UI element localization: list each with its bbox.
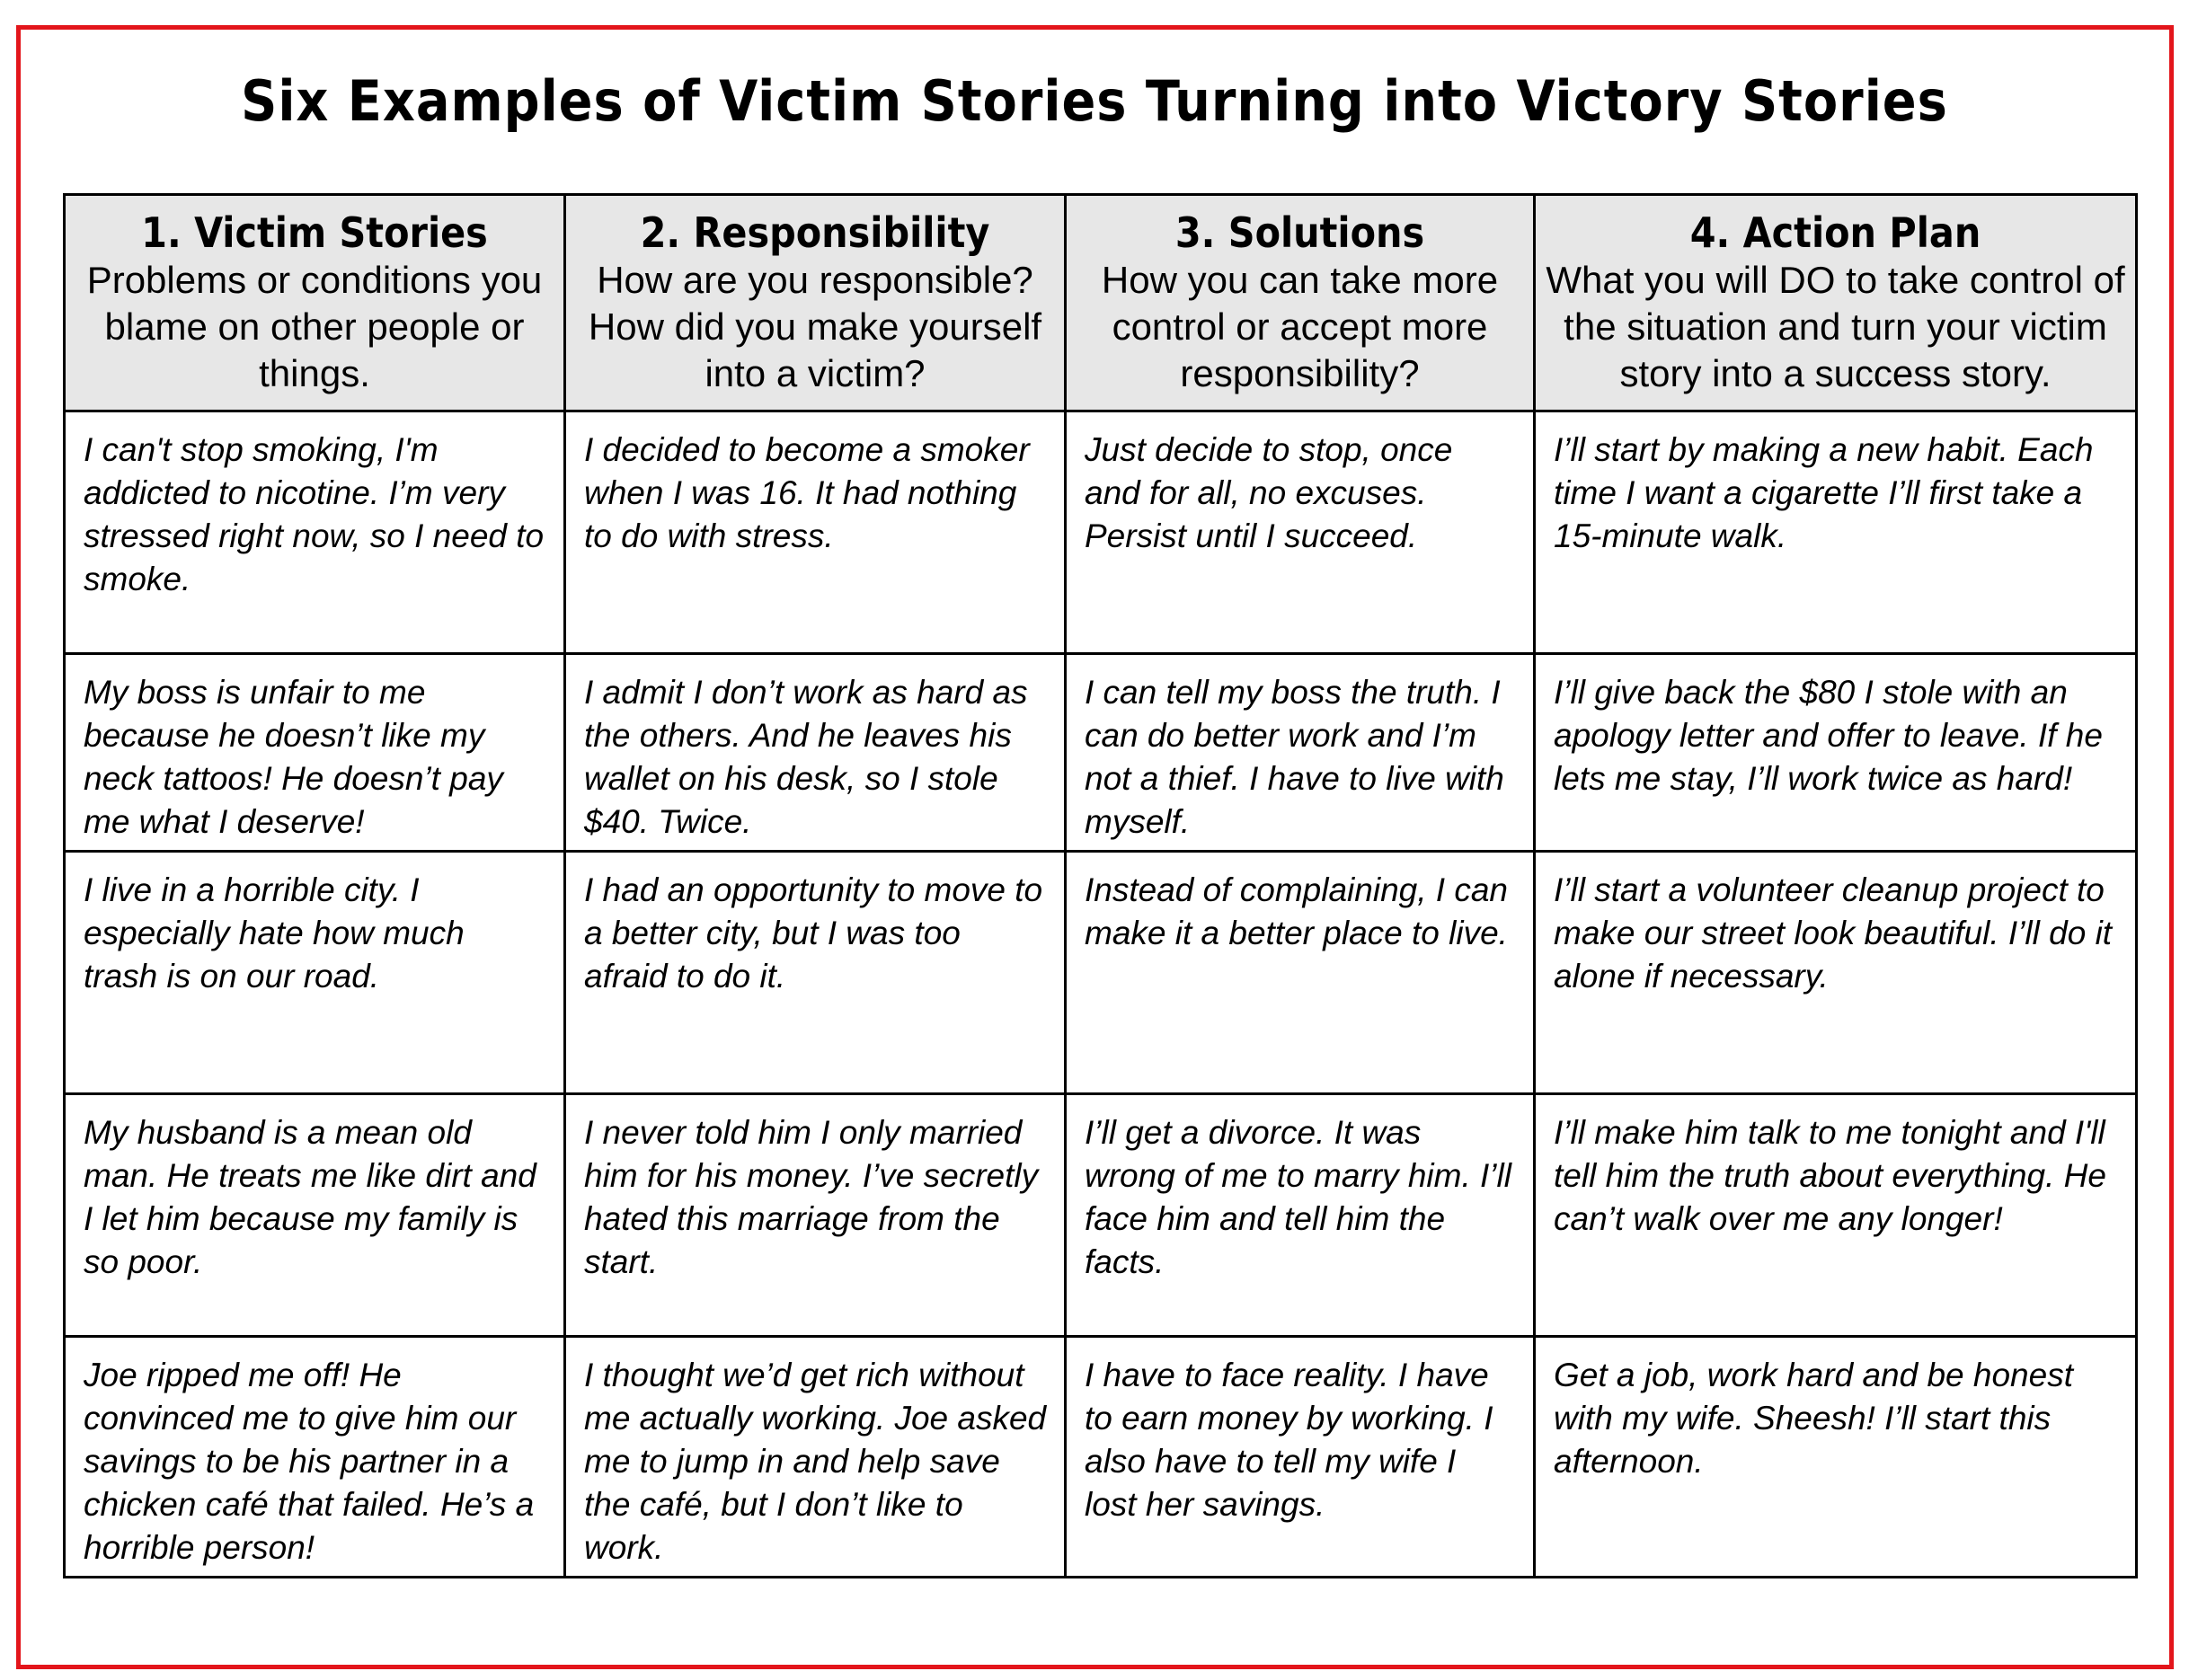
victim-story-cell: My boss is unfair to me because he doesn’t like my neck tattoos! He doesn’t pay me what I deserve!: [65, 654, 565, 852]
column-subtitle: How you can take more control or accept more responsibility?: [1101, 259, 1499, 394]
header-action-plan: [1535, 195, 2137, 411]
table-row: [65, 411, 2137, 654]
header-row: [65, 195, 2137, 411]
table-row: [65, 1094, 2137, 1337]
victim-story-cell: I can't stop smoking, I'm addicted to nicotine. I’m very stressed right now, so I need to smoke.: [65, 411, 565, 654]
column-subtitle: Problems or conditions you blame on other people or things.: [86, 259, 543, 394]
action-plan-cell: I’ll make him talk to me tonight and I'll tell him the truth about everything. He can’t walk over me any longer!: [1535, 1094, 2137, 1337]
solution-cell: I can tell my boss the truth. I can do better work and I’m not a thief. I have to live with myself.: [1066, 654, 1535, 852]
stories-table: [63, 193, 2138, 1578]
responsibility-cell: I had an opportunity to move to a better city, but I was too afraid to do it.: [565, 852, 1066, 1094]
table-row: [65, 1337, 2137, 1578]
responsibility-cell: I decided to become a smoker when I was 16. It had nothing to do with stress.: [565, 411, 1066, 654]
column-title: 4. Action Plan: [1689, 208, 1981, 257]
column-subtitle: How are you responsible? How did you make yourself into a victim?: [588, 259, 1042, 394]
solution-cell: Just decide to stop, once and for all, no excuses. Persist until I succeed.: [1066, 411, 1535, 654]
action-plan-cell: I’ll start by making a new habit. Each time I want a cigarette I’ll first take a 15-minute walk.: [1535, 411, 2137, 654]
victim-story-cell: I live in a horrible city. I especially hate how much trash is on our road.: [65, 852, 565, 1094]
table-row: [65, 852, 2137, 1094]
header-solutions: [1066, 195, 1535, 411]
victim-story-cell: Joe ripped me off! He convinced me to give him our savings to be his partner in a chicken café that failed. He’s a horrible person!: [65, 1337, 565, 1578]
solution-cell: Instead of complaining, I can make it a better place to live.: [1066, 852, 1535, 1094]
victim-story-cell: My husband is a mean old man. He treats me like dirt and I let him because my family is so poor.: [65, 1094, 565, 1337]
page-title: Six Examples of Victim Stories Turning into Victory Stories: [241, 68, 1948, 134]
action-plan-cell: I’ll start a volunteer cleanup project to make our street look beautiful. I’ll do it alone if necessary.: [1535, 852, 2137, 1094]
responsibility-cell: I thought we’d get rich without me actually working. Joe asked me to jump in and help save the café, but I don’t like to work.: [565, 1337, 1066, 1578]
column-subtitle: What you will DO to take control of the situation and turn your victim story into a success story.: [1546, 259, 2125, 394]
solution-cell: I’ll get a divorce. It was wrong of me to marry him. I’ll face him and tell him the facts.: [1066, 1094, 1535, 1337]
responsibility-cell: I never told him I only married him for his money. I’ve secretly hated this marriage from the start.: [565, 1094, 1066, 1337]
header-victim-stories: [65, 195, 565, 411]
table-row: [65, 654, 2137, 852]
responsibility-cell: I admit I don’t work as hard as the others. And he leaves his wallet on his desk, so I stole $40. Twice.: [565, 654, 1066, 852]
action-plan-cell: Get a job, work hard and be honest with my wife. Sheesh! I’ll start this afternoon.: [1535, 1337, 2137, 1578]
solution-cell: I have to face reality. I have to earn money by working. I also have to tell my wife I lost her savings.: [1066, 1337, 1535, 1578]
column-title: 2. Responsibility: [640, 208, 990, 257]
column-title: 1. Victim Stories: [141, 208, 488, 257]
action-plan-cell: I’ll give back the $80 I stole with an apology letter and offer to leave. If he lets me stay, I’ll work twice as hard!: [1535, 654, 2137, 852]
column-title: 3. Solutions: [1174, 208, 1425, 257]
header-responsibility: [565, 195, 1066, 411]
